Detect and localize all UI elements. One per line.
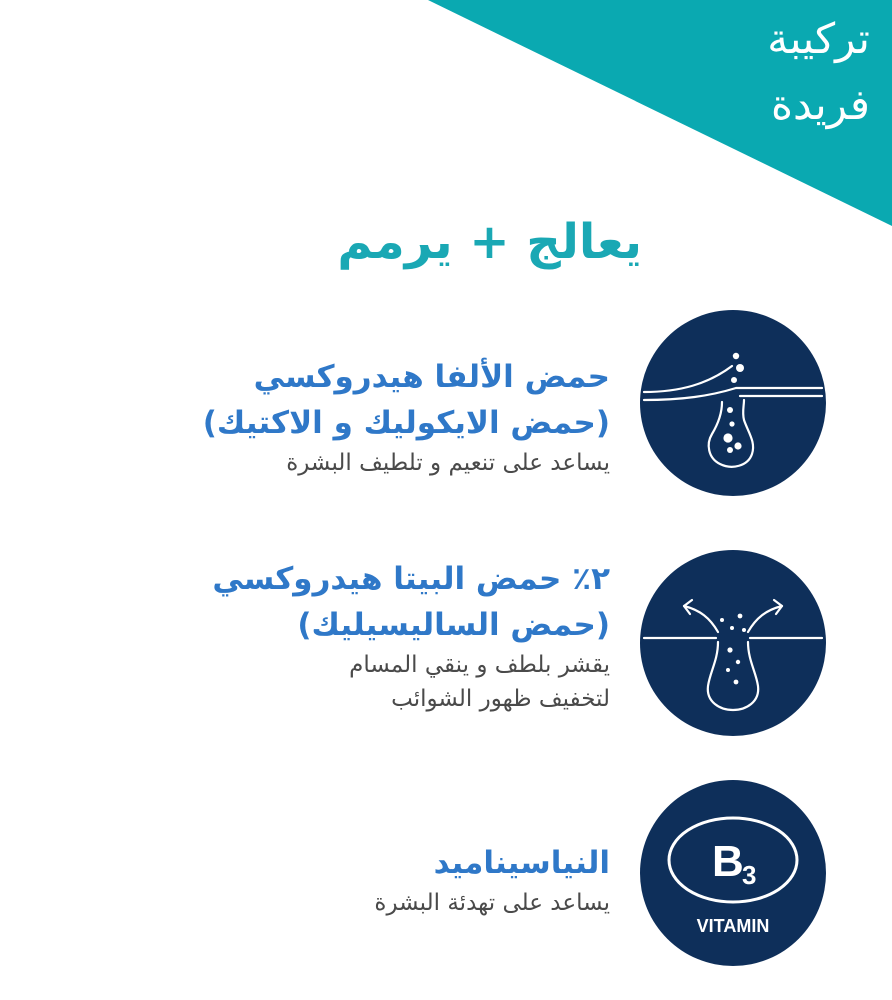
corner-label-line1: تركيبة (767, 14, 870, 63)
vitamin-b3-icon (640, 780, 826, 966)
feature-bha-desc-line2: لتخفيف ظهور الشوائب (391, 686, 610, 712)
skin-droplet-icon (640, 310, 826, 496)
feature-bha-title-line2: (حمض الساليسيليك) (297, 607, 610, 643)
feature-aha-title-line2: (حمض الايكوليك و الاكتيك) (202, 405, 610, 441)
feature-aha-desc: يساعد على تنعيم و تلطيف البشرة (286, 450, 610, 476)
vitamin-badge-caption: VITAMIN (696, 916, 770, 936)
vitamin-badge-subscript: 3 (742, 860, 757, 890)
feature-niacinamide-title: النياسيناميد (433, 845, 610, 881)
pore-exfoliation-icon (640, 550, 826, 736)
feature-niacinamide-text (50, 840, 610, 920)
feature-aha-text (50, 354, 610, 480)
corner-label-line2: فريدة (771, 80, 870, 129)
feature-bha-desc-line1: يقشر بلطف و ينقي المسام (349, 652, 610, 678)
feature-niacinamide-desc: يساعد على تهدئة البشرة (374, 890, 610, 916)
headline: يعالج + يرمم (337, 214, 642, 270)
feature-aha-title-line1: حمض الألفا هيدروكسي (253, 359, 610, 395)
corner-label (670, 6, 870, 138)
feature-bha-title-line1: ٢٪ حمض البيتا هيدروكسي (212, 561, 610, 597)
vitamin-badge-letter: B (712, 837, 744, 886)
feature-bha-text (50, 556, 610, 716)
